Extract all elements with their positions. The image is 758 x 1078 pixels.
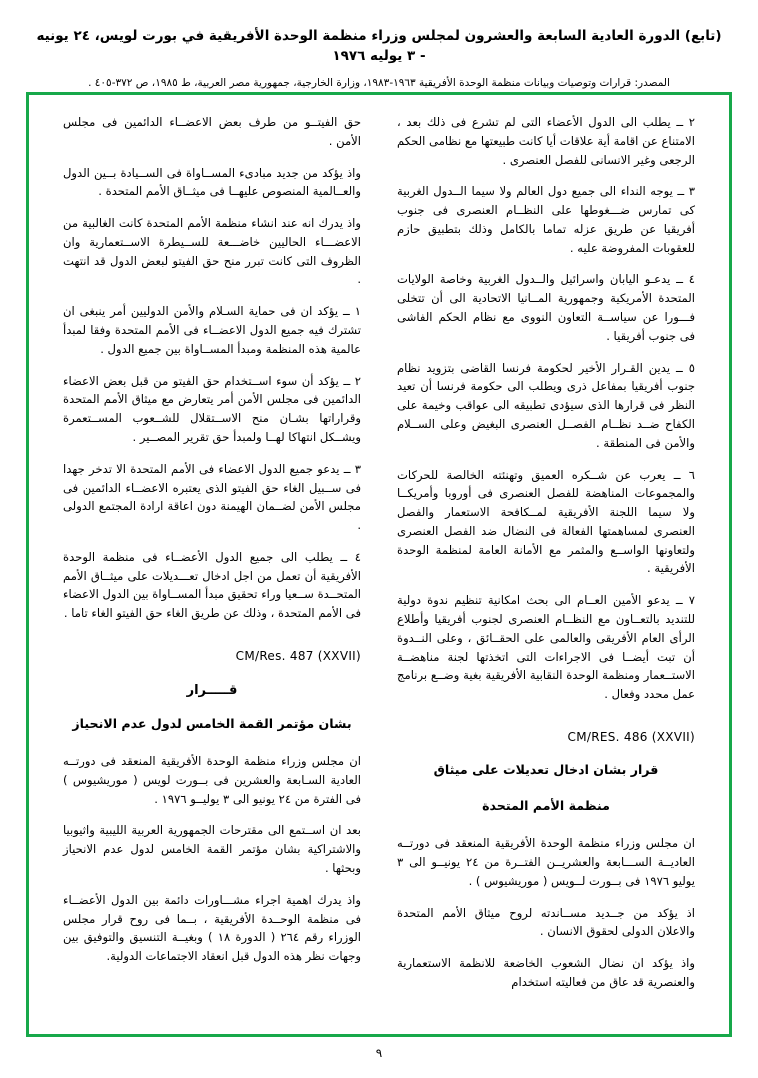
paragraph: ١ ــ يؤكد ان فى حماية السـلام والأمن الدوليين أمر ينبغى ان تشترك فيه جميع الدول الاعضــاء فى الأمم المتحدة وفقا لمبدأ عالمية هذه المنظمة ومبدأ المســاواة بين جميع الدول . xyxy=(63,304,361,356)
paragraph: ٢ ــ يطلب الى الدول الأعضاء التى لم تشرع فى ذلك بعد ، الامتناع عن اقامة أية علاقات أيا كانت طبيعتها مع نظامى الحكم الرجعى وغير الانسانى للفصل العنصرى . xyxy=(396,115,695,167)
paragraph: ٦ ــ يعرب عن شــكره العميق وتهنئته الخالصة للحركات والمجموعات المناهضة للفصل العنصرى فى أوروبا وأمريكــا ولا سيما اللجنة الأفريقية لمــكافحة الاستعمار والفصل العنصرى لمساهمتها الفعالة فى النضال ضد الفصل العنصرى ولتعاونها الواســع والمثمر مع الأمانة العامة لمنظمة الوحدة الأفريقية . xyxy=(397,467,695,576)
paragraph: واذ يؤكد ان نضال الشعوب الخاضعة للانظمة الاستعمارية والعنصرية قد عاق من فعاليته استخدام xyxy=(397,956,695,989)
paragraph: واذ يدرك اهمية اجراء مشـــاورات دائمة بين الدول الأعضــاء فى منظمة الوحــدة الأفريقية ، بــما فى روح قرار مجلس الوزراء رقم ٢٦٤ ( الدورة ١٨ ) وبغيــة التنسيق والتوفيق بين وجهات نظر هذه الدول قبل انعقاد الاجتماعات الدولية. xyxy=(63,892,361,964)
paragraph: ٤ ــ يطلب الى جميع الدول الأعضــاء فى منظمة الوحدة الأفريقية أن تعمل من اجل ادخال تعـــديلات على ميثــاق الأمم المتحــدة ســعيا وراء تحقيق مبدأ المســاواة بين الدول الاعضاء فى الأمم المتحدة ، وذلك عن طريق الغاء حق الفيتو الغاء تاما . xyxy=(63,549,361,621)
column-left xyxy=(45,113,379,1024)
paragraph: ٤ ــ يدعـو اليابان واسرائيل والــدول الغربية وخاصة الولايات المتحدة الأمريكية وجمهورية المــانيا الاتحادية الى أن تتخلى فـــورا عن سياســة التعاون النووى مع نظام الحكم الفاشى فى جنوب أفريقيا . xyxy=(397,272,695,343)
paragraph: حق الفيتــو من طرف بعض الاعضــاء الدائمين فى مجلس الأمن . xyxy=(63,115,361,148)
column-right xyxy=(379,113,713,1024)
resolution-number: CM/Res. 487 (XXVII) xyxy=(235,648,361,663)
paragraph: بعد ان اســتمع الى مقترحات الجمهورية العربية الليبية واثيوبيا والاشتراكية بشان مؤتمر القمة الخامس لدول عدم الانحياز وبحثها . xyxy=(63,823,361,876)
resolution-heading: قـــــرار xyxy=(186,682,238,698)
resolution-subject: بشان مؤتمر القمة الخامس لدول عدم الانحياز xyxy=(72,715,352,731)
paragraph: واذ يدرك انه عند انشاء منظمة الأمم المتحدة كانت الغالبية من الاعضـــاء الحاليين خاضـــعة للســيطرة الاســتعمارية وان الظروف التى كانت تبرر منح حق الفيتو لبعض الدول قد انتهت . xyxy=(63,216,361,287)
source-note: المصدر: قرارات وتوصيات وبيانات منظمة الوحدة الأفريقية ١٩٦٣-١٩٨٣، وزارة الخارجية، جمهورية مصر العربية، ط ١٩٨٥، ص ٣٧٢-٤٠٥ . xyxy=(88,76,670,89)
page-title: (تابع) الدورة العادية السابعة والعشرون لمجلس وزراء منظمة الوحدة الأفريقية في بورت لويس، ٢٤ يونيه - ٣ يوليه ١٩٧٦ xyxy=(36,28,722,65)
paragraph: واذ يؤكد من جديد مبادىء المســاواة فى الســيادة بــين الدول والعــالمية المنصوص عليهــا فى ميثــاق الأمم المتحدة . xyxy=(63,165,361,199)
paragraph: ٣ ــ يدعو جميع الدول الاعضاء فى الأمم المتحدة الا تدخر جهدا فى ســبيل الغاء حق الفيتو الذى يعتبره الاعضــاء الدائمين فى مجلس الأمن لضــمان الهيمنة دون اعاقة ارادة المجتمع الدولى . xyxy=(63,461,361,533)
resolution-number: CM/RES. 486 (XXVII) xyxy=(567,729,695,744)
paragraph: ٢ ــ يؤكد أن سوء اســتخدام حق الفيتو من قبل بعض الاعضاء الدائمين فى مجلس الأمن أمر يتعارض مع ميثاق الأمم المتحدة وقراراتها بشـان منح الاســتقلال للشــعوب المســتعمرة ويشــكل انتهاكا لهــا ولمبدأ حق تقرير المصــير . xyxy=(63,373,361,444)
paragraph: ان مجلس وزراء منظمة الوحدة الأفريقية المنعقد فى دورتــه العادية السـابعة والعشرين فى بــورت لويس ( موريشيوس ) فى الفترة من ٢٤ يونيو الى ٣ يوليــو ١٩٧٦ . xyxy=(63,754,361,806)
resolution-subject-line-2: منظمة الأمم المتحدة xyxy=(482,798,610,814)
paragraph: ٧ ــ يدعو الأمين العــام الى بحث امكانية تنظيم ندوة دولية للتنديد بالتعــاون مع النظــام العنصرى لجنوب أفريقيا وأطلاع الرأى العام الأفريقى والعالمى على الحقــائق ، وعلى النــدوة أن تبت أيضــا فى الاجراءات التى اتخذتها لجنة مناهضــة الاستــعمار ومنظمة الوحدة النقابية الأفريقية بغية وضــع برنامج عمل محدد وفعال . xyxy=(397,593,695,702)
page-header xyxy=(0,0,758,91)
two-column-body xyxy=(45,113,713,1024)
paragraph: ٥ ــ يدين القـرار الأخير لحكومة فرنسا القاضى بتزويد نظام جنوب أفريقيا بمفاعل ذرى ويطلب الى حكومة فرنسا أن تعيد النظر فى قرارها الذى سيؤدى تطبيقه الى عواقب وخيمة على الكفاح ضــد نظــام الفصــل العنصرى البغيض وعلى الســلام والأمن فى المنطقة . xyxy=(397,360,695,450)
content-frame-inner xyxy=(29,95,729,1034)
page-number: ٩ xyxy=(375,1046,383,1060)
paragraph: ٣ ــ يوجه النداء الى جميع دول العالم ولا سيما الــدول الغربية كى تمارس ضـــغوطها على النظــام العنصرى فى جنوب أفريقيا عن طريق عزله تماما بالكامل وذلك بتطبيق حازم للعقوبات المفروضة عليه . xyxy=(397,184,695,255)
resolution-subject-line-1: قرار بشان ادخال تعديلات على ميثاق xyxy=(433,761,659,777)
paragraph: ان مجلس وزراء منظمة الوحدة الأفريقية المنعقد فى دورتــه العاديــة الســـابعة والعشريــن الفتــرة من ٢٤ يونيــو الى ٣ يوليو ١٩٧٦ فى بــورت لــويس ( موريشيوس ) . xyxy=(397,836,695,888)
content-frame xyxy=(26,92,732,1037)
paragraph: اذ يؤكد من جــديد مســاندته لروح ميثاق الأمم المتحدة والاعلان الدولى لحقوق الانسان . xyxy=(397,905,695,939)
